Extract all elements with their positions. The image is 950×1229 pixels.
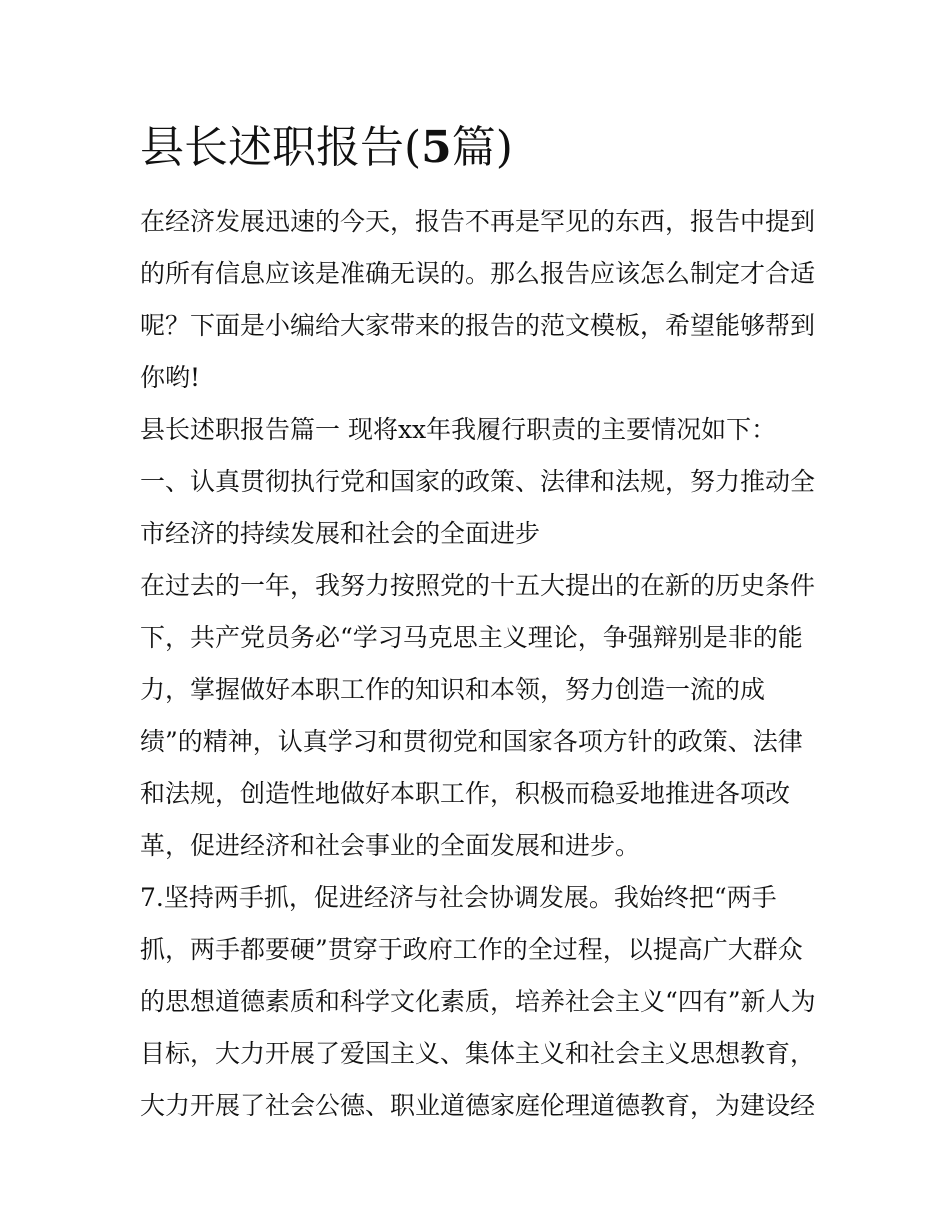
text-line: 和法规，创造性地做好本职工作，积极而稳妥地推进各项改 <box>140 779 791 808</box>
title-number: 5 <box>421 122 452 173</box>
text-line: 目标，大力开展了爱国主义、集体主义和社会主义思想教育， <box>140 1039 816 1068</box>
text-line: 县长述职报告篇一 现将xx年我履行职责的主要情况如下： <box>140 415 777 444</box>
text-line: 的思想道德素质和科学文化素质，培养社会主义“四有”新人为 <box>140 987 816 1016</box>
text-line: 在过去的一年，我努力按照党的十五大提出的在新的历史条件 <box>140 571 816 600</box>
text-line: 的所有信息应该是准确无误的。那么报告应该怎么制定才合适 <box>140 259 816 288</box>
text-line: 一、认真贯彻执行党和国家的政策、法律和法规，努力推动全 <box>140 467 816 496</box>
text-line: 绩”的精神，认真学习和贯彻党和国家各项方针的政策、法律 <box>140 727 803 756</box>
document-body <box>140 196 820 1132</box>
document-title <box>140 118 513 178</box>
text-line: 市经济的持续发展和社会的全面进步 <box>140 519 541 548</box>
text-line: 在经济发展迅速的今天，报告不再是罕见的东西，报告中提到 <box>140 207 816 236</box>
title-prefix: 县长述职报告( <box>140 122 422 173</box>
text-line: 力，掌握做好本职工作的知识和本领，努力创造一流的成 <box>140 675 766 704</box>
text-line: 呢？下面是小编给大家带来的报告的范文模板，希望能够帮到 <box>140 311 816 340</box>
text-line: 下，共产党员务必“学习马克思主义理论，争强辩别是非的能 <box>140 623 803 652</box>
text-line: 革，促进经济和社会事业的全面发展和进步。 <box>140 831 641 860</box>
text-line: 7.坚持两手抓，促进经济与社会协调发展。我始终把“两手 <box>140 883 777 912</box>
text-line: 大力开展了社会公德、职业道德家庭伦理道德教育，为建设经 <box>140 1091 816 1120</box>
text-line: 你哟! <box>140 363 201 392</box>
title-suffix: 篇) <box>451 122 513 173</box>
text-line: 抓，两手都要硬”贯穿于政府工作的全过程，以提高广大群众 <box>140 935 803 964</box>
